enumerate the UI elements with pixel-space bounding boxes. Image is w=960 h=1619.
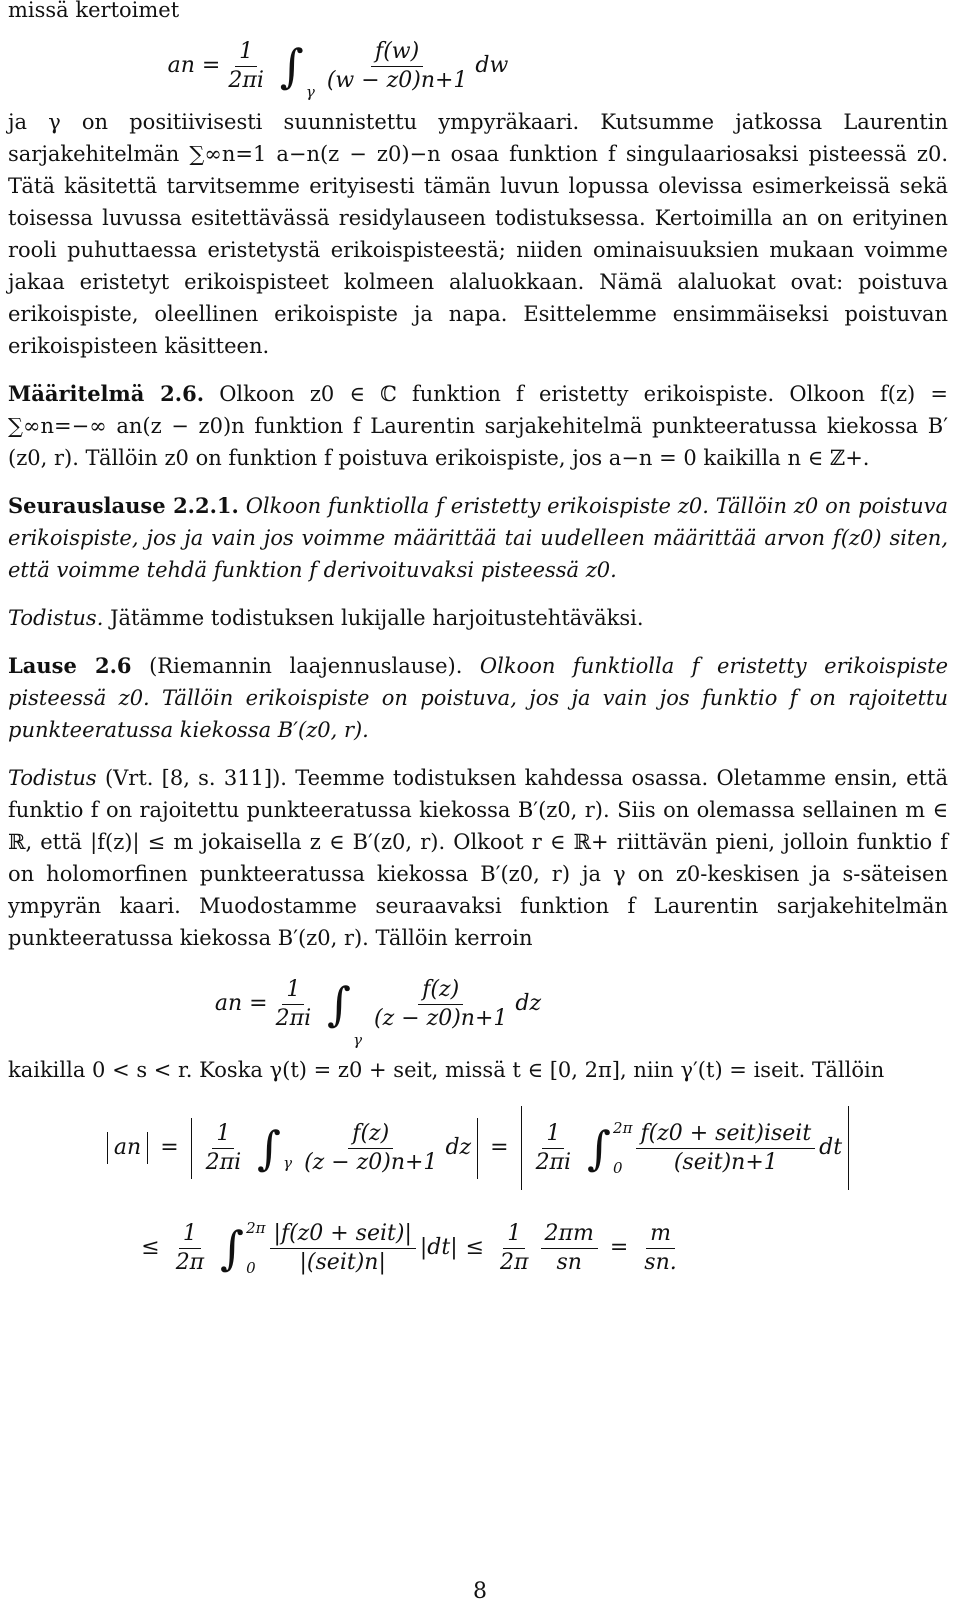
theorem-2-6: Lause 2.6 (Riemannin laajennuslause). Olkoon funktiolla f eristetty erikoispiste pisteessä z0. Tällöin erikoispiste on poistuva, jos ja vain jos funktio f on rajoitettu punkteeratussa kiekossa B′(z0, r). bbox=[8, 653, 949, 742]
page-number: 8 bbox=[473, 1579, 487, 1604]
intro-line: missä kertoimet bbox=[8, 0, 180, 22]
paragraph-singular-part: ja γ on positiivisesti suunnistettu ympyräkaari. Kutsumme jatkossa Laurentin sarjakehitelmän ∑∞n=1 a−n(z − z0)−n osaa funktion f singulaariosaksi pisteessä z0. Tätä käsitettä tarvitsemme erityisesti tämän luvun lopussa olevissa esimerkeissä sekä toisessa luvussa esitettävässä residylauseen todistuksessa. Kertoimilla an on erityinen rooli puhuttaessa eristetystä erikoispisteestä; niiden ominaisuuksien mukaan voimme jakaa eristetyt erikoispisteet kolmeen alaluokkaan. Nämä alaluokat ovat: poistuva erikoispiste, oleellinen erikoispiste ja napa. Esittelemme ensimmäiseksi poistuvan erikoispisteen käsitteen. bbox=[8, 110, 948, 358]
equation-estimate-line2: ≤ $\frac{1}{2\pi}$ ∫ 2π 0 $\frac{\text{|f(z0 + seit)|}}{\text{|(seit)n|}}$ |dt| ≤ $\frac{1}{2\pi}$ $\frac{2\pi m}{sn}$ = $\frac{m}{sn.}$ bbox=[141, 1219, 677, 1277]
proof-corollary: Todistus. Jätämme todistuksen lukijalle harjoitustehtäväksi. bbox=[8, 606, 644, 630]
equation-an-fz: an = $\frac{1}{2\pi i}$ ∫ γ $\frac{f(z)}{(z - z0)n+1}$ dz bbox=[214, 976, 542, 1049]
corollary-2-2-1: Seurauslause 2.2.1. Olkoon funktiolla f eristetty erikoispiste z0. Tällöin z0 on poistuva erikoispiste, jos ja vain jos voimme määrittää tai uudelleen määrittää arvon f(z0) siten, että voimme tehdä funktion f derivoituvaksi pisteessä z0. bbox=[8, 493, 948, 582]
definition-2-6: Määritelmä 2.6. Olkoon z0 ∈ ℂ funktion f eristetty erikoispiste. Olkoon f(z) = ∑∞n=−∞ an(z − z0)n funktion f Laurentin sarjakehitelmä punkteeratussa kiekossa B′(z0, r). Tällöin z0 on funktion f poistuva erikoispiste, jos a−n = 0 kaikilla n ∈ ℤ+. bbox=[8, 381, 948, 470]
paragraph-gamma: kaikilla 0 < s < r. Koska γ(t) = z0 + seit, missä t ∈ [0, 2π], niin γ′(t) = iseit. Tällöin bbox=[8, 1058, 885, 1082]
equation-an-fw: an = $\frac{1}{2\pi i}$ ∫ γ $\frac{f(w)}{(w - z0)n+1}$ dw bbox=[167, 38, 509, 101]
proof-theorem: Todistus (Vrt. [8, s. 311]). Teemme todistuksen kahdessa osassa. Oletamme ensin, että funktio f on rajoitettu punkteeratussa kiekossa B′(z0, r). Siis on olemassa sellainen m ∈ ℝ, että |f(z)| ≤ m jokaisella z ∈ B′(z0, r). Olkoot r ∈ ℝ+ riittävän pieni, jolloin funktio f on holomorfinen punkteeratussa kiekossa B′(z0, r) ja γ on z0-keskisen ja s-säteisen ympyrän kaari. Muodostamme seuraavaksi funktion f Laurentin sarjakehitelmän punkteeratussa kiekossa B′(z0, r). Tällöin kerroin bbox=[8, 766, 948, 950]
equation-estimate-line1: an = $\frac{1}{2\pi i}$ ∫ γ $\frac{f(z)}{(z - z0)n+1}$ dz = $\frac{1}{2\pi i}$ ∫ 2π 0 $\frac{\text{f(z0 + seit)iseit}}{\text{(seit)n+1}}$ dt bbox=[8, 1098, 948, 1198]
document-page bbox=[8, 0, 948, 1298]
